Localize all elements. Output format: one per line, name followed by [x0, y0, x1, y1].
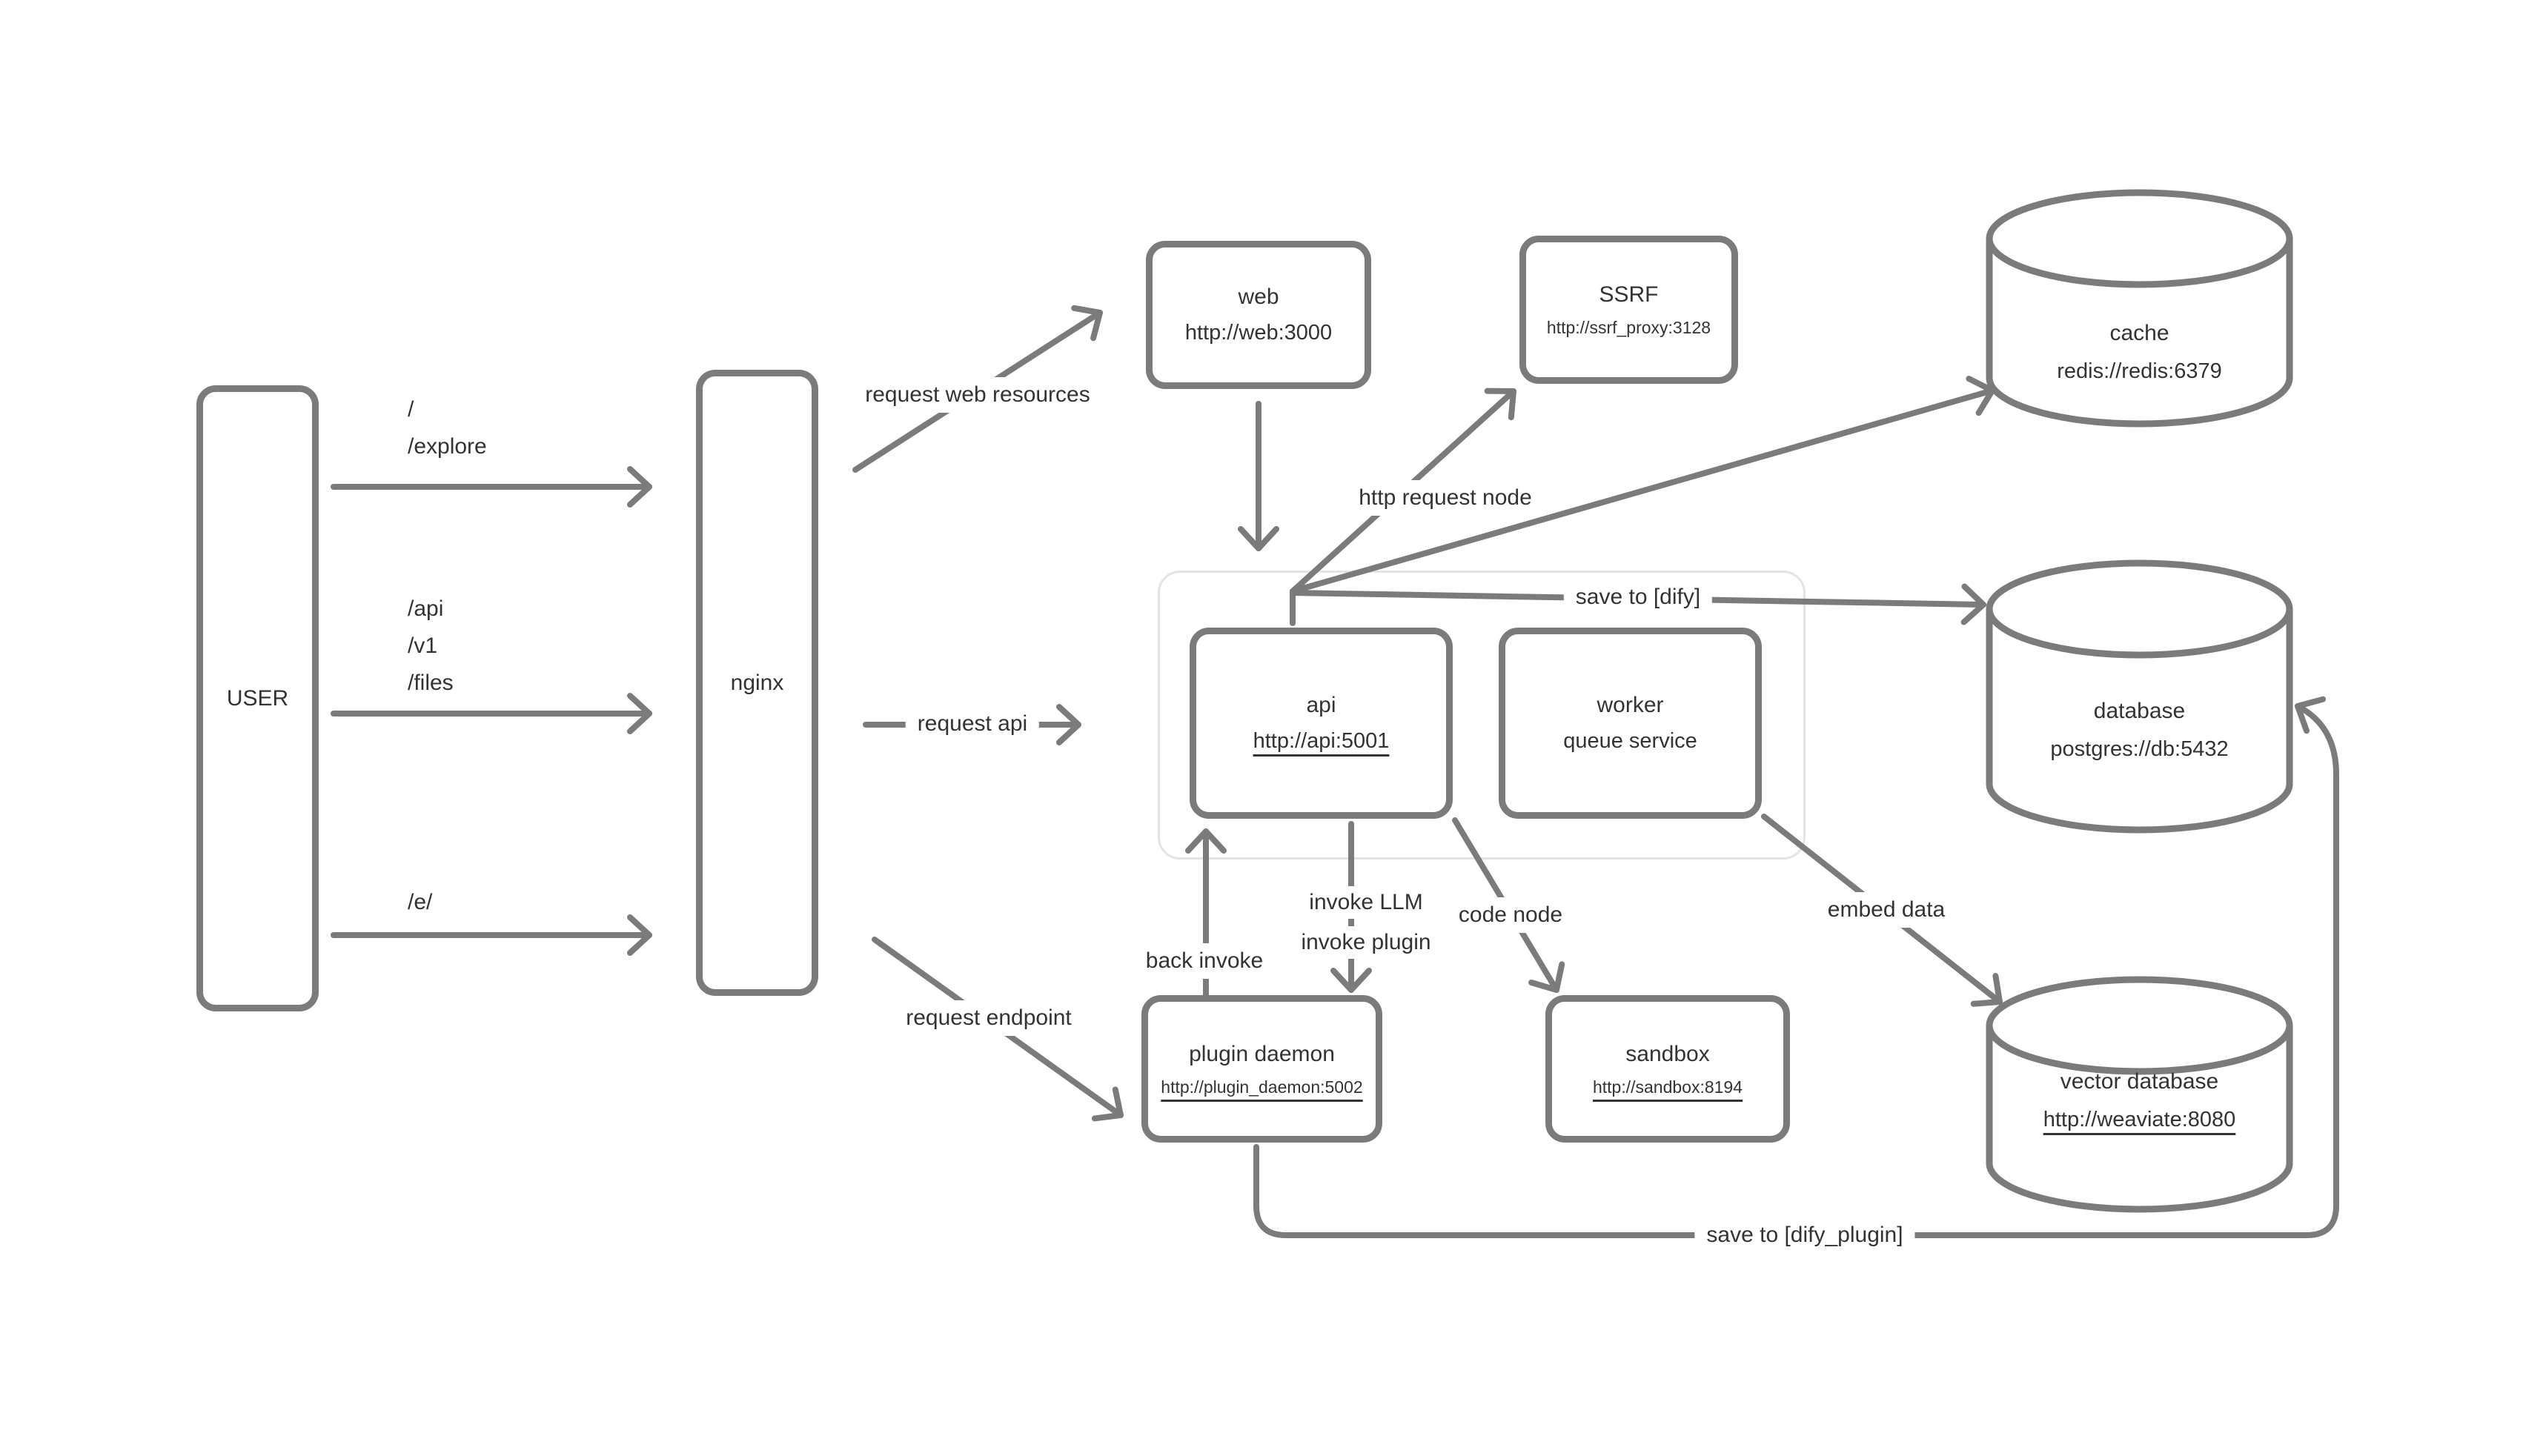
- node-vector-database-url: http://weaviate:8080: [2043, 1108, 2236, 1131]
- node-ssrf-url: http://ssrf_proxy:3128: [1546, 318, 1711, 337]
- node-plugin-daemon-url: http://plugin_daemon:5002: [1161, 1077, 1363, 1097]
- route-labels-web: [408, 391, 487, 465]
- route-label-explore: /explore: [408, 434, 487, 459]
- node-api: [1190, 628, 1453, 819]
- route-labels-e: [408, 884, 432, 921]
- node-web-title: web: [1238, 285, 1279, 309]
- edge-label-http-request-node: http request node: [1347, 480, 1544, 516]
- edge-label-save-to-dify: save to [dify]: [1564, 579, 1712, 615]
- cache-cylinder: [1989, 193, 2290, 424]
- edge-label-save-to-dify-plugin: save to [dify_plugin]: [1694, 1217, 1914, 1253]
- route-labels-api: [408, 591, 454, 702]
- node-cache-title: cache: [2109, 321, 2169, 345]
- edge-label-embed-data: embed data: [1816, 892, 1957, 928]
- route-label-v1: /v1: [408, 634, 438, 658]
- node-sandbox-url: http://sandbox:8194: [1592, 1077, 1743, 1097]
- node-api-url: http://api:5001: [1253, 729, 1390, 753]
- node-database-url: postgres://db:5432: [2050, 737, 2229, 761]
- node-worker: [1499, 628, 1762, 819]
- edge-label-invoke-plugin: invoke plugin: [1290, 926, 1441, 959]
- node-cache-url: redis://redis:6379: [2057, 359, 2222, 383]
- route-label-files: /files: [408, 671, 454, 695]
- node-sandbox-title: sandbox: [1625, 1041, 1710, 1066]
- node-plugin-daemon: [1141, 995, 1382, 1143]
- node-ssrf-title: SSRF: [1599, 282, 1659, 307]
- node-database-title: database: [2093, 699, 2186, 723]
- edge-label-request-web-resources: request web resources: [853, 377, 1102, 413]
- edge-label-invoke-llm: invoke LLM: [1299, 886, 1433, 919]
- edge-label-back-invoke: back invoke: [1134, 943, 1275, 979]
- node-nginx-title: nginx: [730, 670, 784, 695]
- node-ssrf: [1519, 236, 1738, 384]
- vector-database-cylinder: [1989, 980, 2290, 1209]
- node-user: [196, 385, 319, 1011]
- node-web: [1146, 241, 1371, 389]
- edge-label-code-node: code node: [1447, 897, 1574, 933]
- node-vector-database-title: vector database: [2060, 1069, 2219, 1094]
- node-api-title: api: [1306, 693, 1336, 717]
- node-sandbox: [1545, 995, 1790, 1143]
- node-web-url: http://web:3000: [1184, 321, 1333, 345]
- node-worker-subtitle: queue service: [1563, 729, 1697, 753]
- node-nginx: [696, 370, 818, 996]
- route-label-root: /: [408, 397, 414, 422]
- edge-label-request-endpoint: request endpoint: [894, 1000, 1084, 1036]
- database-cylinder: [1989, 563, 2290, 830]
- node-plugin-daemon-title: plugin daemon: [1189, 1041, 1335, 1066]
- route-label-e: /e/: [408, 890, 433, 914]
- edge-label-request-api: request api: [906, 706, 1039, 742]
- route-label-api: /api: [408, 596, 444, 621]
- node-user-title: USER: [226, 685, 289, 711]
- node-worker-title: worker: [1597, 693, 1664, 717]
